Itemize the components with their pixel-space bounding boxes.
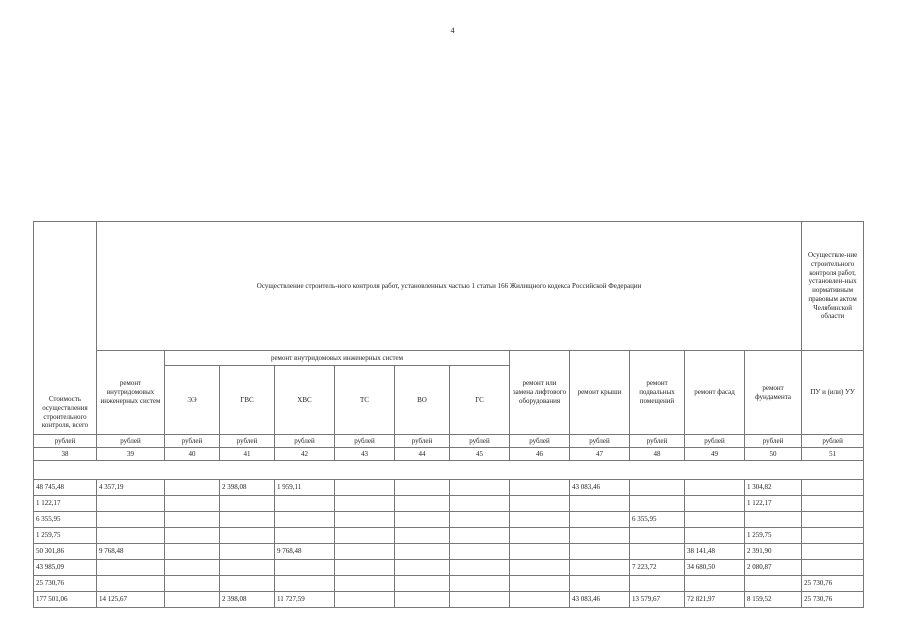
table-cell-c48: 7 223,72 xyxy=(630,560,685,576)
table-body xyxy=(34,461,864,608)
table-cell-c43 xyxy=(335,544,395,560)
header-basement: ремонт подвальных помещений xyxy=(630,351,685,435)
index-cell: 48 xyxy=(630,448,685,461)
construction-control-table xyxy=(33,221,864,608)
table-cell-c45 xyxy=(450,496,510,512)
table-cell-c51 xyxy=(802,480,864,496)
blank-row xyxy=(34,461,864,480)
table-cell-c42 xyxy=(275,496,335,512)
header-ee: ЭЭ xyxy=(165,366,220,435)
table-cell-c50 xyxy=(745,576,802,592)
table-cell-c44 xyxy=(395,512,450,528)
index-cell: 38 xyxy=(34,448,97,461)
table-cell-c48 xyxy=(630,576,685,592)
table-cell-c45 xyxy=(450,560,510,576)
table-cell-c40 xyxy=(165,592,220,608)
table-cell-c38: 25 730,76 xyxy=(34,576,97,592)
table-cell-c51 xyxy=(802,544,864,560)
table-cell-c47 xyxy=(570,496,630,512)
unit-cell: рублей xyxy=(685,435,745,448)
table-cell-c42 xyxy=(275,576,335,592)
table-cell-c45 xyxy=(450,592,510,608)
table-cell-c43 xyxy=(335,592,395,608)
blank-cell xyxy=(34,461,864,480)
table-cell-c49 xyxy=(685,480,745,496)
table-cell-c47 xyxy=(570,576,630,592)
header-pu-uu: ПУ и (или) УУ xyxy=(802,351,864,435)
table-cell-c41 xyxy=(220,528,275,544)
table-cell-c48 xyxy=(630,480,685,496)
table-cell-c50: 1 259,75 xyxy=(745,528,802,544)
unit-cell: рублей xyxy=(395,435,450,448)
table-cell-c50: 1 304,82 xyxy=(745,480,802,496)
table-cell-c39 xyxy=(97,576,165,592)
table-cell-c49: 38 141,48 xyxy=(685,544,745,560)
table-cell-c46 xyxy=(510,528,570,544)
header-hvs: ХВС xyxy=(275,366,335,435)
table-cell-c38: 177 501,06 xyxy=(34,592,97,608)
table-cell-c50: 2 391,90 xyxy=(745,544,802,560)
table-row xyxy=(34,544,864,560)
table-cell-c41 xyxy=(220,496,275,512)
table-cell-c48 xyxy=(630,544,685,560)
page-number: 4 xyxy=(450,26,455,35)
table-cell-c42 xyxy=(275,512,335,528)
table-cell-c38: 43 985,09 xyxy=(34,560,97,576)
unit-cell: рублей xyxy=(275,435,335,448)
table-cell-c38: 1 259,75 xyxy=(34,528,97,544)
header-control-group: Осуществление строитель-ного контроля работ, установленных частью 1 статьи 166 Жилищного кодекса Российской Федерации xyxy=(97,222,802,351)
table-cell-c47 xyxy=(570,528,630,544)
table-cell-c40 xyxy=(165,544,220,560)
table-cell-c41 xyxy=(220,512,275,528)
index-cell: 41 xyxy=(220,448,275,461)
table-cell-c39: 14 125,67 xyxy=(97,592,165,608)
table-cell-c45 xyxy=(450,512,510,528)
unit-cell: рублей xyxy=(97,435,165,448)
table-cell-c40 xyxy=(165,576,220,592)
table-cell-c46 xyxy=(510,560,570,576)
table-cell-c44 xyxy=(395,528,450,544)
table-cell-c39 xyxy=(97,560,165,576)
table-cell-c47: 43 083,46 xyxy=(570,480,630,496)
table-cell-c45 xyxy=(450,480,510,496)
table-cell-c41 xyxy=(220,576,275,592)
units-row xyxy=(34,435,864,448)
table-cell-c46 xyxy=(510,576,570,592)
unit-cell: рублей xyxy=(745,435,802,448)
table-cell-c48 xyxy=(630,528,685,544)
index-cell: 49 xyxy=(685,448,745,461)
table-cell-c51 xyxy=(802,528,864,544)
table-cell-c44 xyxy=(395,576,450,592)
table-cell-c49: 72 821,97 xyxy=(685,592,745,608)
index-cell: 45 xyxy=(450,448,510,461)
unit-cell: рублей xyxy=(34,435,97,448)
table-cell-c47 xyxy=(570,560,630,576)
index-cell: 40 xyxy=(165,448,220,461)
index-cell: 43 xyxy=(335,448,395,461)
unit-cell: рублей xyxy=(510,435,570,448)
table-cell-c40 xyxy=(165,480,220,496)
table-cell-c40 xyxy=(165,496,220,512)
table-cell-c44 xyxy=(395,480,450,496)
table-cell-c39 xyxy=(97,512,165,528)
table-cell-c51 xyxy=(802,496,864,512)
index-cell: 42 xyxy=(275,448,335,461)
table-cell-c43 xyxy=(335,480,395,496)
header-roof: ремонт крыши xyxy=(570,351,630,435)
table-cell-c46 xyxy=(510,512,570,528)
table-cell-c51 xyxy=(802,512,864,528)
header-facade: ремонт фасад xyxy=(685,351,745,435)
unit-cell: рублей xyxy=(165,435,220,448)
index-cell: 44 xyxy=(395,448,450,461)
table-cell-c38: 6 355,95 xyxy=(34,512,97,528)
unit-cell: рублей xyxy=(630,435,685,448)
index-cell: 46 xyxy=(510,448,570,461)
table-cell-c50: 1 122,17 xyxy=(745,496,802,512)
header-elevator: ремонт или замена лифтового оборудования xyxy=(510,351,570,435)
unit-cell: рублей xyxy=(220,435,275,448)
table-cell-c43 xyxy=(335,576,395,592)
table-row xyxy=(34,560,864,576)
table-cell-c41: 2 398,08 xyxy=(220,480,275,496)
table-cell-c48 xyxy=(630,496,685,512)
index-cell: 51 xyxy=(802,448,864,461)
index-cell: 50 xyxy=(745,448,802,461)
table-cell-c47: 43 083,46 xyxy=(570,592,630,608)
table-cell-c43 xyxy=(335,560,395,576)
index-cell: 39 xyxy=(97,448,165,461)
table-row xyxy=(34,592,864,608)
header-gvs: ГВС xyxy=(220,366,275,435)
table-cell-c46 xyxy=(510,496,570,512)
table-cell-c42: 9 768,48 xyxy=(275,544,335,560)
unit-cell: рублей xyxy=(335,435,395,448)
table-cell-c49 xyxy=(685,496,745,512)
table-cell-c46 xyxy=(510,544,570,560)
table-cell-c44 xyxy=(395,496,450,512)
table-cell-c51: 25 730,76 xyxy=(802,592,864,608)
table-header xyxy=(34,222,864,461)
table-cell-c43 xyxy=(335,512,395,528)
table-cell-c43 xyxy=(335,528,395,544)
table-cell-c38: 50 301,86 xyxy=(34,544,97,560)
unit-cell: рублей xyxy=(570,435,630,448)
table-cell-c50 xyxy=(745,512,802,528)
header-ts: ТС xyxy=(335,366,395,435)
table-cell-c46 xyxy=(510,592,570,608)
table-cell-c42 xyxy=(275,528,335,544)
table-cell-c38: 1 122,17 xyxy=(34,496,97,512)
table-cell-c50: 8 159,52 xyxy=(745,592,802,608)
index-cell: 47 xyxy=(570,448,630,461)
table-cell-c43 xyxy=(335,496,395,512)
table-cell-c47 xyxy=(570,544,630,560)
table-cell-c39 xyxy=(97,496,165,512)
table-cell-c39: 9 768,48 xyxy=(97,544,165,560)
header-total-cost: Стоимость осуществления строительного контроля, всего xyxy=(34,222,97,435)
table-cell-c49: 34 680,50 xyxy=(685,560,745,576)
table-cell-c49 xyxy=(685,576,745,592)
table-row xyxy=(34,512,864,528)
table-cell-c47 xyxy=(570,512,630,528)
table-cell-c38: 48 745,48 xyxy=(34,480,97,496)
table-cell-c46 xyxy=(510,480,570,496)
table-cell-c48: 6 355,95 xyxy=(630,512,685,528)
table-cell-c40 xyxy=(165,512,220,528)
table-cell-c45 xyxy=(450,528,510,544)
table-cell-c51 xyxy=(802,560,864,576)
table-cell-c44 xyxy=(395,544,450,560)
table-cell-c42: 1 959,11 xyxy=(275,480,335,496)
table-cell-c42: 11 727,59 xyxy=(275,592,335,608)
table-row xyxy=(34,496,864,512)
table-cell-c40 xyxy=(165,528,220,544)
table-cell-c41 xyxy=(220,560,275,576)
table-cell-c45 xyxy=(450,544,510,560)
header-engineering-repair: ремонт внутридомовых инженерных систем xyxy=(97,351,165,435)
unit-cell: рублей xyxy=(450,435,510,448)
table-cell-c50: 2 080,87 xyxy=(745,560,802,576)
table-cell-c51: 25 730,76 xyxy=(802,576,864,592)
table-cell-c48: 13 579,67 xyxy=(630,592,685,608)
table-row xyxy=(34,528,864,544)
table-cell-c44 xyxy=(395,592,450,608)
table-cell-c44 xyxy=(395,560,450,576)
index-row xyxy=(34,448,864,461)
table-cell-c42 xyxy=(275,560,335,576)
table-cell-c49 xyxy=(685,528,745,544)
table-cell-c39 xyxy=(97,528,165,544)
table-cell-c40 xyxy=(165,560,220,576)
header-gs: ГС xyxy=(450,366,510,435)
header-control-other: Осуществле-ние строительного контроля работ, установлен-ных нормативным правовым актом Челябинской области xyxy=(802,222,864,351)
table-cell-c49 xyxy=(685,512,745,528)
header-foundation: ремонт фундамента xyxy=(745,351,802,435)
table-cell-c45 xyxy=(450,576,510,592)
unit-cell: рублей xyxy=(802,435,864,448)
header-engineering-group: ремонт внутридомовых инженерных систем xyxy=(165,351,510,366)
table-cell-c41: 2 398,08 xyxy=(220,592,275,608)
table-cell-c39: 4 357,19 xyxy=(97,480,165,496)
header-vo: ВО xyxy=(395,366,450,435)
table-row xyxy=(34,480,864,496)
table-row xyxy=(34,576,864,592)
table-cell-c41 xyxy=(220,544,275,560)
